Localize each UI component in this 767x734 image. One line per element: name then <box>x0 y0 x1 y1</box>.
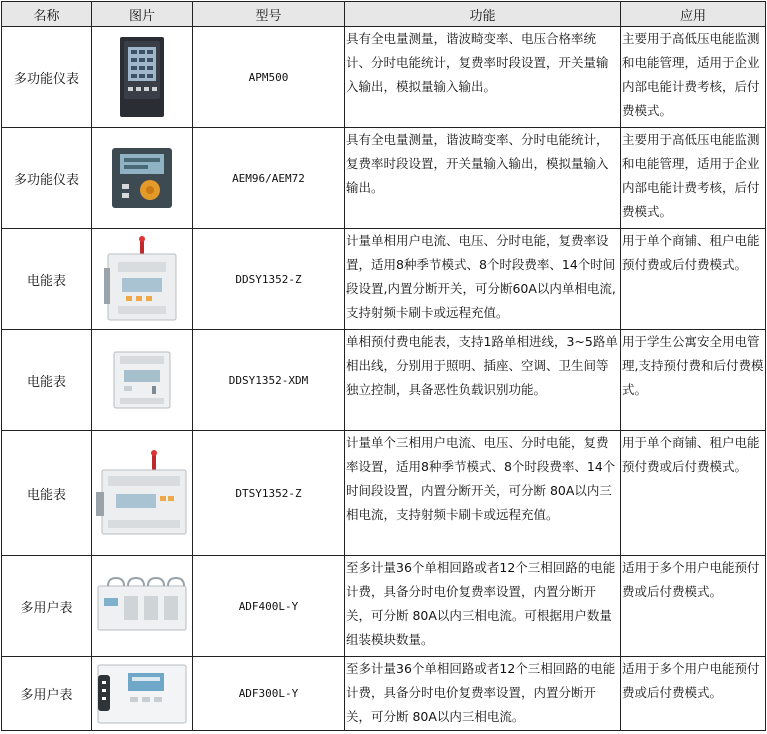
table-row <box>2 128 766 229</box>
product-table <box>1 1 766 731</box>
product-application: 主要用于高低压电能监测和电能管理，适用于企业内部电能计费考核，后付费模式。 <box>621 27 766 128</box>
product-image <box>92 229 193 330</box>
product-image <box>92 330 193 431</box>
three-phase-meter-with-antenna-icon <box>94 448 190 538</box>
table-row <box>2 657 766 731</box>
product-name: 电能表 <box>2 229 92 330</box>
product-model: AEM96/AEM72 <box>193 128 345 229</box>
product-name: 多用户表 <box>2 657 92 731</box>
product-image <box>92 431 193 556</box>
panel-meter-icon <box>114 35 170 119</box>
product-function: 至多计量36个单相回路或者12个三相回路的电能计费，具备分时电价复费率设置，内置分断开关，可分断 80A以内三相电流。可根据用户数量组装模块数量。 <box>345 556 621 657</box>
table-row <box>2 431 766 556</box>
product-model: APM500 <box>193 27 345 128</box>
din-rail-meter-with-antenna-icon <box>102 234 182 324</box>
product-application: 用于学生公寓安全用电管理,支持预付费和后付费模式。 <box>621 330 766 431</box>
product-application: 用于单个商铺、租户电能预付费或后付费模式。 <box>621 431 766 556</box>
product-name: 多功能仪表 <box>2 128 92 229</box>
product-name: 电能表 <box>2 330 92 431</box>
multi-user-meter-modules-icon <box>94 576 190 636</box>
table-row <box>2 556 766 657</box>
product-model: DDSY1352-XDM <box>193 330 345 431</box>
product-application: 适用于多个用户电能预付费或后付费模式。 <box>621 556 766 657</box>
header-image: 图片 <box>92 2 193 27</box>
multi-user-meter-cabinet-icon <box>94 661 190 727</box>
product-function: 计量单个三相用户电流、电压、分时电能，复费率设置，适用8种季节模式、8个时段费率、14个时间段设置，内置分断开关，可分断 80A以内三相电流，支持射频卡刷卡或远程充值。 <box>345 431 621 556</box>
product-application: 主要用于高低压电能监测和电能管理，适用于企业内部电能计费考核，后付费模式。 <box>621 128 766 229</box>
header-function: 功能 <box>345 2 621 27</box>
product-model: DDSY1352-Z <box>193 229 345 330</box>
product-name: 多功能仪表 <box>2 27 92 128</box>
din-rail-meter-icon <box>110 348 174 412</box>
product-function: 具有全电量测量，谐波畸变率、分时电能统计，复费率时段设置，开关量输入输出，模拟量输入输出。 <box>345 128 621 229</box>
product-name: 电能表 <box>2 431 92 556</box>
product-function: 单相预付费电能表，支持1路单相进线，3~5路单相出线，分别用于照明、插座、空调、卫生间等独立控制，具备恶性负载识别功能。 <box>345 330 621 431</box>
product-application: 用于单个商铺、租户电能预付费或后付费模式。 <box>621 229 766 330</box>
header-row <box>2 2 766 27</box>
table-row <box>2 27 766 128</box>
product-function: 具有全电量测量，谐波畸变率、电压合格率统计、分时电能统计，复费率时段设置，开关量输入输出，模拟量输入输出。 <box>345 27 621 128</box>
product-image <box>92 128 193 229</box>
product-application: 适用于多个用户电能预付费或后付费模式。 <box>621 657 766 731</box>
product-function: 计量单相用户电流、电压、分时电能，复费率设置，适用8种季节模式、8个时段费率、14个时间段设置,内置分断开关，可分断60A以内单相电流,支持射频卡刷卡或远程充值。 <box>345 229 621 330</box>
header-application: 应用 <box>621 2 766 27</box>
product-image <box>92 27 193 128</box>
product-model: DTSY1352-Z <box>193 431 345 556</box>
header-model: 型号 <box>193 2 345 27</box>
table-row <box>2 229 766 330</box>
product-image <box>92 556 193 657</box>
product-image <box>92 657 193 731</box>
product-model: ADF300L-Y <box>193 657 345 731</box>
product-function: 至多计量36个单相回路或者12个三相回路的电能计费，具备分时电价复费率设置，内置分断开关，可分断 80A以内三相电流。 <box>345 657 621 731</box>
header-name: 名称 <box>2 2 92 27</box>
panel-meter-with-keypad-icon <box>110 146 174 210</box>
product-name: 多用户表 <box>2 556 92 657</box>
product-model: ADF400L-Y <box>193 556 345 657</box>
table-row <box>2 330 766 431</box>
